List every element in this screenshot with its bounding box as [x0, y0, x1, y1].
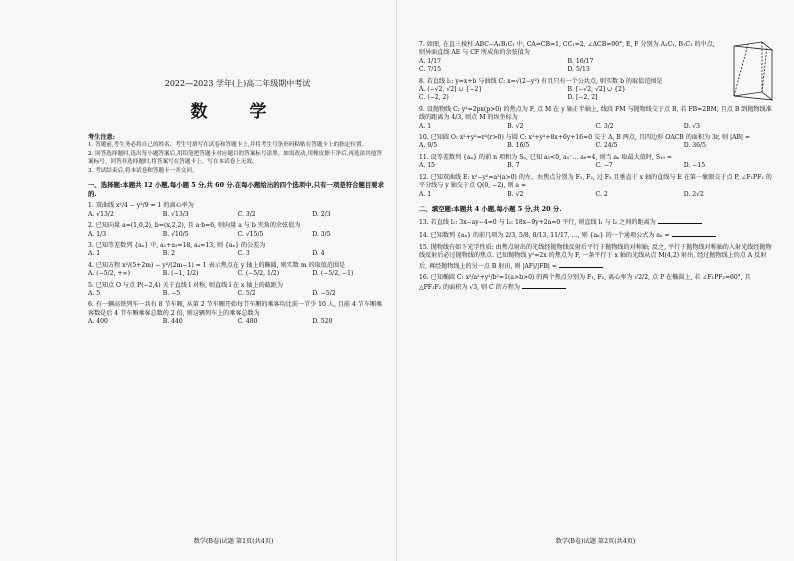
option-d: D. 520: [312, 318, 333, 326]
option-d: D. 2/3: [312, 210, 331, 218]
notice-item: 2. 回答选择题时,选出每小题答案后,用铅笔把答题卡对应题目的答案标号涂黑。如需改动,用橡皮擦干净后,再选涂其他答案标号。回答非选择题时,将答案写在答题卡上。写在本试卷上无效。: [88, 150, 382, 166]
question-13: [419, 217, 772, 227]
option-c: C. 3/2: [237, 210, 256, 218]
option-c: C. −7: [595, 162, 613, 170]
question-3: [88, 242, 387, 259]
option-c: C. √15/5: [237, 230, 264, 238]
option-d: D. (−5/2, −1): [312, 270, 354, 278]
question-5: [88, 282, 387, 299]
question-7: [419, 41, 772, 75]
option-b: B. 16/5: [507, 142, 530, 150]
option-a: A. 1: [419, 122, 432, 130]
answer-blank: [522, 282, 566, 289]
question-stem: 3. 已知等差数列 {aₙ} 中, a₁+a₃=18, a₄=13, 则 {aₙ} 的公差为: [88, 242, 266, 249]
question-stem: 8. 若直线 l₁: y=x+b 与曲线 C: x=√(2−y²) 有且只有一个公共点, 则实数 b 的取值范围是: [419, 77, 663, 85]
question-2: [88, 222, 387, 239]
question-stem: 4. 已知方程 x²/(5+2m) − y²/(2m−1) = 1 表示焦点在 y 轴上的椭圆, 则实数 m 的取值范围是: [88, 261, 346, 269]
question-stem: 14. 已知数列 {aₙ} 的前几项为 2/3, 5/8, 8/13, 11/17, …, 则 {aₙ} 的一个通项公式为 aₙ =: [419, 232, 670, 240]
option-b: B. √2: [507, 122, 524, 130]
option-c: C. (−2, 2): [419, 94, 449, 102]
option-b: B. √10/5: [162, 230, 189, 238]
option-c: C. (−5/2, 1/2): [237, 270, 280, 278]
question-stem: 15. 抛物线有如下光学性质: 由焦点射出的光线经抛物线反射后平行于抛物线的对称轴; 反之, 平行于抛物线对称轴的入射光线经抛物线反射后必过抛物线的焦点. 已知抛物线 y²=2x 的焦点为 F, 一条平行于 x 轴的光线从点 M(4,2) 射出, 经过抛物线上的点 A 反射后, 再经抛物线上的另一点 B 射出, 则 |AF|/|FB| =: [419, 243, 772, 270]
answer-blank: [672, 230, 716, 237]
option-a: A. (−√2, √2] ∪ {−2}: [419, 86, 483, 94]
option-a: A. 1/17: [419, 57, 441, 65]
option-c: C. 7/15: [419, 66, 442, 74]
subject-title: 数 学: [190, 102, 285, 122]
question-9: [419, 106, 772, 131]
question-stem: 13. 若直线 l₁: 3x−ay−4=0 与 l₂: 18x−9y+2a=0 平行, 则直线 l₁ 与 l₂ 之间的距离为: [419, 218, 656, 226]
option-b: B. (−1, 1/2): [162, 270, 199, 278]
question-stem: 7. 如图, 在直三棱柱 ABC−A₁B₁C₁ 中, CA=CB=1, CC₁=2, ∠ACB=90°, E, F 分别为 A₁C₁, B₁C₁ 的中点, 则异面直线 AE 与 CF 所成角的余弦值为: [419, 41, 715, 57]
option-d: D. −15: [683, 162, 706, 170]
question-12: [419, 174, 772, 199]
answer-blank: [559, 261, 603, 268]
option-d: D. 5/13: [567, 66, 590, 74]
option-a: A. √13/2: [88, 210, 114, 218]
footer-page-two: 数学(B卷)试题 第2页(共4页): [555, 538, 636, 545]
option-a: A. 400: [88, 318, 108, 326]
option-b: B. 7: [507, 162, 520, 170]
option-a: A. 5: [88, 290, 101, 298]
question-8: [419, 78, 772, 103]
question-6: [88, 301, 387, 326]
question-stem: 5. 已知点 O 与点 P(−2,4) 关于直线 l 对称, 则直线 l 在 x 轴上的截距为: [88, 281, 283, 289]
question-16: [419, 274, 772, 293]
option-d: D. [−2, 2]: [567, 94, 598, 102]
notice-item: 1. 答题前,考生务必将自己的姓名、考生号填写在试卷和答题卡上,并将考生号条形码粘贴在答题卡上的指定位置。: [88, 142, 368, 148]
question-stem: 12. 已知双曲线 E: x²−y²=a²(a>0) 的左、右焦点分别为 F₁, F₂, 过 F₂ 且垂直于 x 轴的直线与 E 在第一象限交于点 P, ∠F₁PF₂ 的平分线与 y 轴交于点 Q(0, −2), 则 a =: [419, 173, 772, 190]
exam-year-title: 2022—2023 学年(上)高二年级期中考试: [164, 79, 311, 88]
option-c: C. 24/5: [595, 142, 618, 150]
option-b: B. 440: [162, 318, 183, 326]
question-stem: 1. 双曲线 x²/4 − y²/9 = 1 的离心率为: [88, 202, 194, 210]
question-1: [88, 202, 387, 219]
option-c: C. 3/2: [595, 122, 614, 130]
option-d: D. −5/2: [312, 290, 336, 298]
question-10: [419, 134, 772, 151]
option-a: A. (−5/2, +∞): [88, 270, 130, 278]
question-11: [419, 154, 772, 171]
option-b: B. √2: [507, 190, 524, 198]
footer-page-one: 数学(B卷)试题 第1页(共4页): [193, 538, 274, 545]
answer-blank: [658, 217, 702, 224]
question-stem: 2. 已知向量 a=(1,0,2), b=(x,2,2), 且 a·b=6, 则向量 a 与 b 夹角的余弦值为: [88, 222, 301, 230]
option-c: C. 480: [237, 318, 258, 326]
option-c: C. 2: [595, 190, 608, 198]
option-a: A. 9/5: [419, 142, 438, 150]
option-c: C. 5/2: [237, 290, 256, 298]
option-b: B. [−√2, √2] ∪ {2}: [567, 86, 626, 94]
question-14: [419, 230, 772, 240]
option-d: D. 2√2: [683, 190, 704, 198]
option-b: B. 16/17: [567, 57, 594, 65]
option-d: D. 3/5: [312, 230, 331, 238]
option-b: B. √13/3: [162, 210, 189, 218]
page-two: [397, 0, 794, 561]
option-a: A. 15: [419, 162, 436, 170]
question-stem: 11. 设等差数列 {aₙ} 的前 n 项和为 Sₙ, 已知 a₅<0, a₅⁻… a₆=4, 则当 aₙ 取最大值时, S₁₀ =: [419, 153, 672, 161]
option-d: D. √3: [683, 122, 701, 130]
section-choice-title: 一、选择题:本题共 12 小题,每小题 5 分,共 60 分.在每小题给出的四个选项中,只有一项是符合题目要求的.: [88, 181, 385, 199]
question-stem: 6. 有一辆高铁列车一共有 8 节车厢, 从第 2 节车厢开始每节车厢的乘客均比前一节少 10 人, 且前 4 节车厢乘客数是后 4 节车厢乘客总数的 2 倍, 则这辆列车上的乘客总数为: [88, 301, 383, 317]
option-a: A. 1/3: [88, 230, 107, 238]
option-b: B. −5: [162, 290, 181, 298]
option-a: A. 1: [88, 250, 101, 258]
question-4: [88, 262, 387, 279]
option-d: D. 36/5: [683, 142, 706, 150]
option-d: D. 4: [312, 250, 325, 258]
prism-figure: [726, 38, 780, 108]
question-stem: 10. 已知圆 O: x²+y²=r²(r>0) 与圆 C: x²+y²+8x+6y+16=0 交于 A, B 两点, 且四边形 OACB 的面积为 3r, 则 |AB| =: [419, 134, 751, 142]
section-fill-title: 二、填空题:本题共 4 小题,每小题 5 分,共 20 分.: [419, 204, 562, 213]
question-15: [419, 244, 772, 271]
option-b: B. 2: [162, 250, 175, 258]
option-a: A. 1: [419, 190, 432, 198]
notice-item: 3. 考试结束后,将本试卷和答题卡一并交回。: [88, 167, 198, 174]
option-c: C. 3: [237, 250, 250, 258]
question-stem: 16. 已知椭圆 C: x²/a²+y²/b²=1(a>b>0) 的两个焦点分别为 F₁, F₂, 离心率为 √2/2, 点 P 在椭圆上, 若 ∠F₁PF₂=60°, 且 △PF₁F₂ 的面积为 √3, 则 C 的方程为: [419, 273, 751, 292]
notice-title: 考生注意:: [88, 134, 116, 141]
question-stem: 9. 设抛物线 C: y²=2px(p>0) 的焦点为 F, 点 M 在 y 轴正半轴上, 线段 FM 与抛物线交于点 B, 若 FB=2BM, 且点 B 到抛物线准线的距离为 4/3, 则点 M 的纵坐标为: [419, 105, 772, 122]
